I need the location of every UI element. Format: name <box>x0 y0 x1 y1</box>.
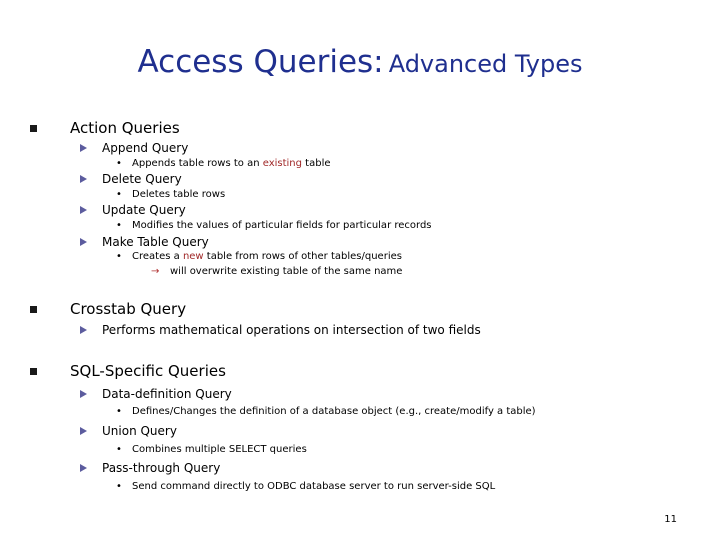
title-sub: Advanced Types <box>388 50 583 78</box>
item-pass-through-query <box>80 460 221 476</box>
item-label: Performs mathematical operations on intersection of two fields <box>102 323 481 337</box>
square-bullet-icon <box>30 368 37 375</box>
item-label: Append Query <box>102 141 189 155</box>
item-label: Data-definition Query <box>102 387 232 401</box>
item-append-query <box>80 140 189 156</box>
detail-text: Defines/Changes the definition of a database object (e.g., create/modify a table) <box>132 406 536 417</box>
square-bullet-icon <box>30 306 37 313</box>
section-sql-specific-queries <box>30 360 226 382</box>
detail-text: Deletes table rows <box>132 189 226 200</box>
detail-text: Send command directly to ODBC database server to run server-side SQL <box>132 481 496 492</box>
note-make-table-query <box>151 265 402 278</box>
slide-title <box>0 44 720 80</box>
detail-update-query <box>116 219 432 232</box>
note-text: will overwrite existing table of the same name <box>170 266 403 277</box>
triangle-bullet-icon <box>80 238 87 246</box>
section-label: Crosstab Query <box>70 300 187 318</box>
item-label: Union Query <box>102 424 177 438</box>
item-update-query <box>80 202 186 218</box>
item-label: Delete Query <box>102 172 182 186</box>
detail-text: Combines multiple SELECT queries <box>132 444 307 455</box>
detail-append-query <box>116 157 331 170</box>
triangle-bullet-icon <box>80 144 87 152</box>
detail-highlight: existing <box>262 158 302 169</box>
item-label: Pass-through Query <box>102 461 221 475</box>
dot-bullet-icon: • <box>116 189 122 200</box>
item-label: Update Query <box>102 203 186 217</box>
triangle-bullet-icon <box>80 427 87 435</box>
item-make-table-query <box>80 234 209 250</box>
detail-text-post: table from rows of other tables/queries <box>203 251 402 262</box>
item-crosstab-description <box>80 322 481 338</box>
triangle-bullet-icon <box>80 390 87 398</box>
arrow-right-icon: → <box>151 266 160 277</box>
triangle-bullet-icon <box>80 464 87 472</box>
detail-text-pre: Appends table rows to an <box>132 158 263 169</box>
detail-highlight: new <box>182 251 204 262</box>
detail-delete-query <box>116 188 225 201</box>
dot-bullet-icon: • <box>116 406 122 417</box>
detail-text: Modifies the values of particular fields for particular records <box>132 220 432 231</box>
detail-pass-through-query <box>116 480 495 493</box>
section-label: SQL-Specific Queries <box>70 362 226 380</box>
dot-bullet-icon: • <box>116 158 122 169</box>
square-bullet-icon <box>30 125 37 132</box>
dot-bullet-icon: • <box>116 251 122 262</box>
section-crosstab-query <box>30 298 187 320</box>
item-union-query <box>80 423 177 439</box>
item-label: Make Table Query <box>102 235 209 249</box>
detail-text-pre: Creates a <box>132 251 183 262</box>
triangle-bullet-icon <box>80 206 87 214</box>
detail-make-table-query <box>116 250 402 263</box>
item-data-definition-query <box>80 386 232 402</box>
section-action-queries <box>30 117 180 139</box>
page-number: 11 <box>664 514 677 525</box>
triangle-bullet-icon <box>80 175 87 183</box>
title-main: Access Queries: <box>137 44 384 80</box>
detail-data-definition-query <box>116 405 536 418</box>
dot-bullet-icon: • <box>116 220 122 231</box>
triangle-bullet-icon <box>80 326 87 334</box>
dot-bullet-icon: • <box>116 481 122 492</box>
dot-bullet-icon: • <box>116 444 122 455</box>
item-delete-query <box>80 171 182 187</box>
section-label: Action Queries <box>70 119 180 137</box>
detail-union-query <box>116 443 307 456</box>
detail-text-post: table <box>302 158 331 169</box>
